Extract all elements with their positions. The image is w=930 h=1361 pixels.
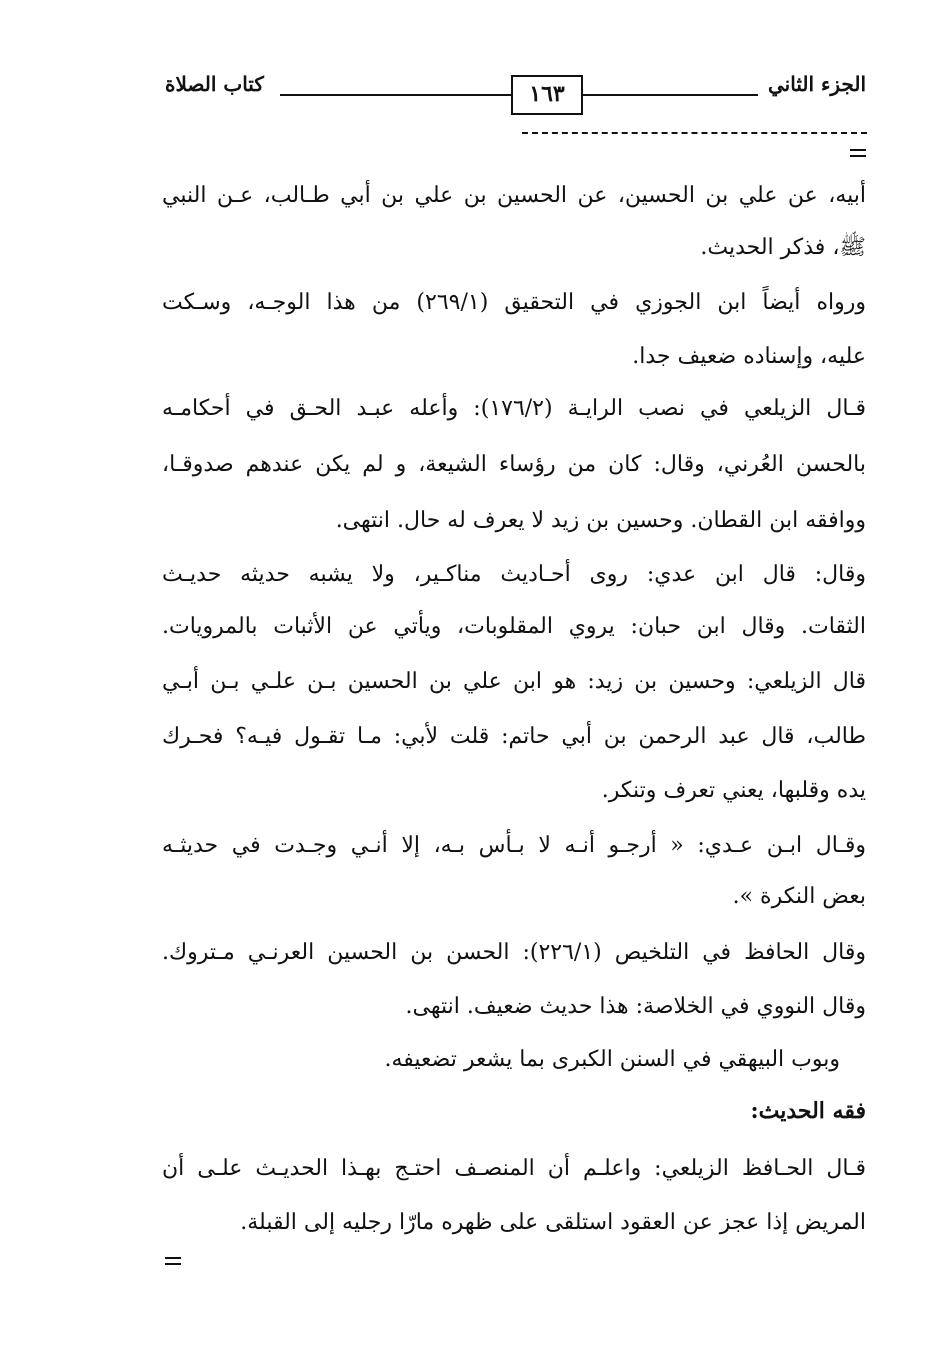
page-number: ١٦٣ <box>511 75 583 115</box>
text-line: طالب، قال عبد الرحمن بن أبي حاتم: قلت لأبي: مـا تقـول فيـه؟ فحـرك <box>162 724 866 749</box>
section-heading: فقه الحديث: <box>750 1098 866 1124</box>
volume-title: الجزء الثاني <box>768 72 866 96</box>
text-line: ووافقه ابن القطان. وحسين بن زيد لا يعرف له حال. انتهى. <box>335 508 866 533</box>
separator-mark-top <box>850 149 866 157</box>
text-line: وقـال ابـن عـدي: « أرجـو أنـه لا بـأس بـه، إلا أنـي وجـدت في حديثـه <box>162 833 866 858</box>
text-line: أبيه، عن علي بن الحسين، عن الحسين بن علي بن أبي طـالب، عـن النبي <box>162 183 866 208</box>
text-line: بعض النكرة ». <box>732 884 866 909</box>
text-line: قال الزيلعي: وحسين بن زيد: هو ابن علي بن الحسين بـن علـي بـن أبـي <box>162 669 866 694</box>
text-line: وقال الحافظ في التلخيص (٢٢٦/١): الحسن بن الحسين العرنـي مـتروك. <box>162 940 866 965</box>
book-section-title: كتاب الصلاة <box>165 72 264 96</box>
separator-mark-bottom <box>165 1257 181 1265</box>
text-line: وقال: قال ابن عدي: روى أحـاديث مناكـير، ولا يشبه حديثه حديـث <box>162 562 866 587</box>
text-line: وقال النووي في الخلاصة: هذا حديث ضعيف. انتهى. <box>405 994 866 1019</box>
text-line: ﷺ، فذكر الحديث. <box>700 235 866 260</box>
text-line: وبوب البيهقي في السنن الكبرى بما يشعر تضعيفه. <box>384 1047 840 1072</box>
text-line: ورواه أيضاً ابن الجوزي في التحقيق (٢٦٩/١) من هذا الوجـه، وسـكت <box>162 290 866 315</box>
header-rule-left <box>280 94 512 96</box>
header-rule-right <box>583 94 758 96</box>
text-line: يده وقلبها، يعني تعرف وتنكر. <box>601 778 866 803</box>
text-line: قـال الحـافظ الزيلعي: واعلـم أن المنصـف احتـج بهـذا الحديـث علـى أن <box>162 1156 866 1181</box>
text-line: بالحسن العُرني، وقال: كان من رؤساء الشيعة، و لم يكن عندهم صدوقـا، <box>162 452 866 477</box>
text-line: الثقات. وقال ابن حبان: يروي المقلوبات، ويأتي عن الأثبات بالمرويات. <box>162 614 866 639</box>
header-dashed-rule <box>522 132 867 134</box>
text-line: المريض إذا عجز عن العقود استلقى على ظهره مارّا رجليه إلى القبلة. <box>240 1210 866 1235</box>
text-line: عليه، وإسناده ضعيف جدا. <box>632 344 866 369</box>
text-line: قـال الزيلعي في نصب الرايـة (١٧٦/٢): وأعله عبـد الحـق في أحكامـه <box>162 396 866 421</box>
